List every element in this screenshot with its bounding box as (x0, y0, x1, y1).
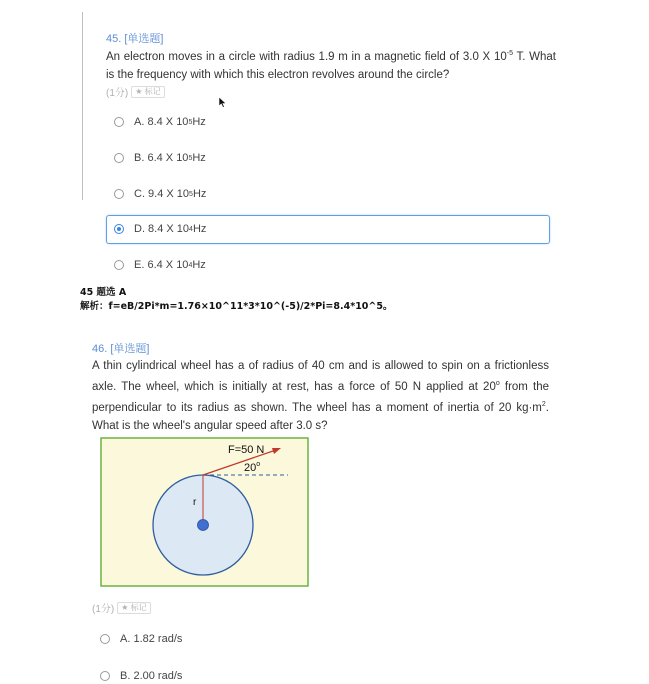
question-45-option-d[interactable]: D. 8.4 X 10 4 Hz (114, 222, 206, 236)
question-46-number: 46. (92, 343, 108, 355)
question-45-left-border (82, 12, 83, 200)
radio-icon (100, 634, 110, 644)
question-45-text: An electron moves in a circle with radius 1.9 m in a magnetic field of 3.0 X $10^{-5}$ T. What is the frequency with which this electron revolves around the circle? (106, 50, 557, 81)
question-46-type: [单选题] (110, 343, 150, 355)
question-46-text: A thin cylindrical wheel has a of radius of 40 cm and is allowed to spin on a frictionless axle. The wheel, which is initially at rest, has a force of 50 N applied at 20$^o$ from the perpendicular to its radius as shown. The wheel has a moment of inertia of 20 $kg\cdot m^2$. What is the wheel's angular speed after 3.0 s? (92, 360, 549, 432)
question-46-header (92, 340, 149, 356)
answer-45-explanation: 解析：f=eB/2Pi*m=1.76×10^11*3*10^(-5)/2*Pi=8.4*10^5。 (80, 301, 393, 312)
radio-icon (114, 189, 124, 199)
question-45-score: (1分) ★ 标记 (106, 84, 165, 99)
question-45-number: 45. (106, 33, 122, 45)
question-45-type: [单选题] (124, 33, 164, 45)
question-46-score: (1分) ★ 标记 (92, 600, 151, 615)
mark-button[interactable]: ★ 标记 (117, 602, 150, 614)
radio-icon (100, 671, 110, 681)
question-45-header (106, 30, 163, 46)
mouse-cursor-icon (218, 96, 227, 108)
wheel-force-diagram (100, 437, 309, 587)
radio-icon (114, 260, 124, 270)
answer-45-title: 45 题选 A (80, 287, 127, 298)
question-45-option-a[interactable]: A. 8.4 X 10 5 Hz (114, 115, 206, 129)
radio-checked-icon (114, 224, 124, 234)
radio-icon (114, 117, 124, 127)
radio-icon (114, 153, 124, 163)
question-46-option-a[interactable]: A. 1.82 rad/s (100, 632, 182, 646)
question-45-option-e[interactable]: E. 6.4 X 10 4 Hz (114, 258, 206, 272)
force-label: F=50 N (228, 444, 265, 456)
axle-dot (198, 520, 209, 531)
question-46-option-b[interactable]: B. 2.00 rad/s (100, 669, 182, 683)
radius-label: r (193, 497, 197, 508)
question-45-option-c[interactable]: C. 9.4 X 10 5 Hz (114, 187, 206, 201)
question-45-option-b[interactable]: B. 6.4 X 10 5 Hz (114, 151, 206, 165)
angle-label: 20$^o$ (244, 461, 261, 474)
mark-button[interactable]: ★ 标记 (131, 86, 164, 98)
